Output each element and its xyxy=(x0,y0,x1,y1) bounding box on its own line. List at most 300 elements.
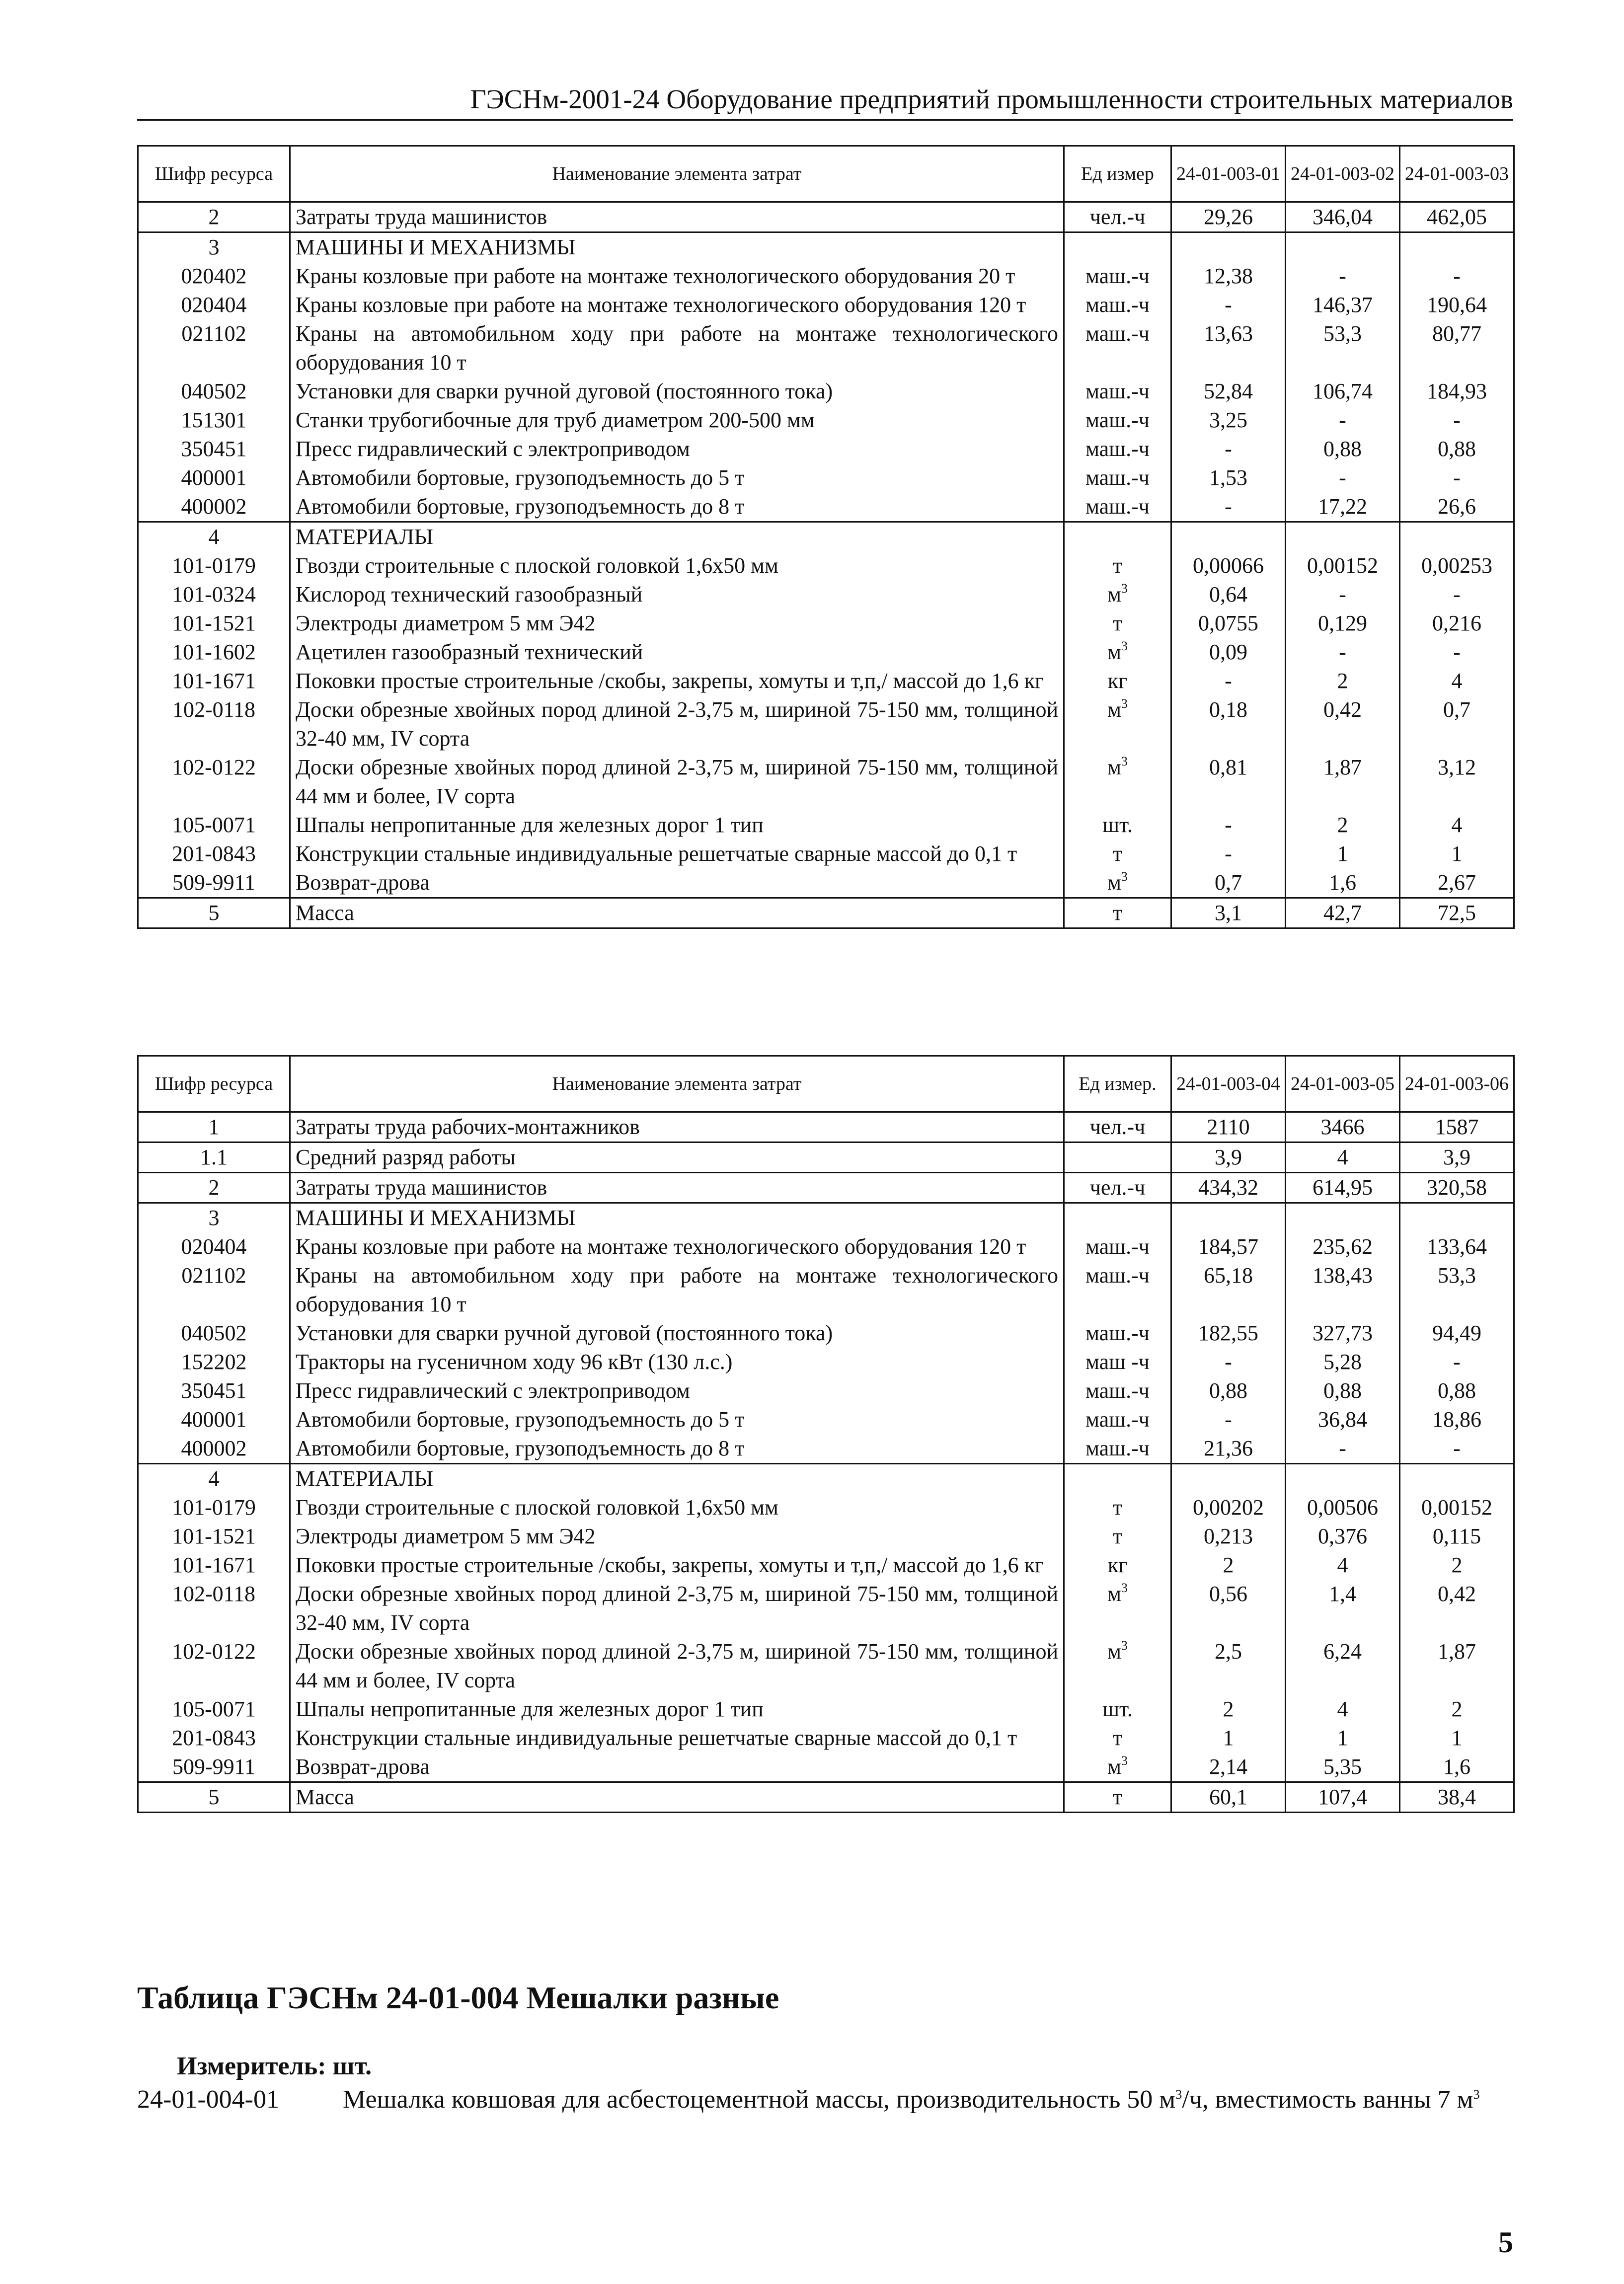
value-3-text: - xyxy=(1453,465,1461,490)
unit xyxy=(1064,1464,1171,1494)
value-2-text: 0,00506 xyxy=(1307,1495,1378,1520)
unit-text: м xyxy=(1107,697,1121,722)
value-3 xyxy=(1400,522,1514,552)
value-2 xyxy=(1286,667,1400,695)
value-1-text: 12,38 xyxy=(1204,264,1253,288)
unit xyxy=(1064,1203,1171,1233)
resource-code xyxy=(138,1782,290,1813)
value-3-text: - xyxy=(1453,1350,1461,1374)
resource-name xyxy=(290,1434,1064,1464)
value-3 xyxy=(1400,435,1514,463)
resource-name xyxy=(290,1142,1064,1173)
value-2 xyxy=(1286,262,1400,291)
value-2-text: 1,4 xyxy=(1329,1582,1356,1606)
desc-sup-2: 3 xyxy=(1473,2087,1480,2102)
value-1-text: 2 xyxy=(1223,1553,1234,1577)
resource-code-text: 102-0122 xyxy=(172,1639,256,1664)
resource-name-text: Средний разряд работы xyxy=(296,1145,516,1169)
value-3-text: - xyxy=(1453,264,1461,288)
value-3-text: - xyxy=(1453,582,1461,607)
resource-code xyxy=(138,202,290,232)
value-1 xyxy=(1171,1232,1286,1261)
value-3 xyxy=(1400,1112,1514,1142)
resource-code xyxy=(138,1434,290,1464)
unit xyxy=(1064,1173,1171,1203)
value-1-text: 0,18 xyxy=(1209,697,1247,722)
value-3 xyxy=(1400,609,1514,638)
value-3-text: 2 xyxy=(1451,1553,1463,1577)
unit-text: чел.-ч xyxy=(1089,1115,1146,1139)
unit xyxy=(1064,1522,1171,1551)
unit-text: м xyxy=(1107,1639,1121,1664)
resource-name xyxy=(290,551,1064,580)
value-2 xyxy=(1286,1173,1400,1203)
resource-name xyxy=(290,609,1064,638)
unit-text: кг xyxy=(1107,1553,1128,1577)
resource-code-text: 400002 xyxy=(181,494,247,519)
resource-code-text: 020402 xyxy=(181,264,247,288)
value-3 xyxy=(1400,580,1514,609)
unit xyxy=(1064,522,1171,552)
resource-name-text: Доски обрезные хвойных пород длиной 2-3,75 м, шириной 75-150 мм, толщиной 44 мм и более, IV сорта xyxy=(296,1639,1058,1692)
value-1-text: 2,5 xyxy=(1215,1639,1242,1664)
value-1 xyxy=(1171,492,1286,522)
unit-text: м xyxy=(1107,1582,1121,1606)
unit xyxy=(1064,695,1171,753)
value-2 xyxy=(1286,839,1400,868)
value-3 xyxy=(1400,1232,1514,1261)
unit-text: маш.-ч xyxy=(1085,1378,1150,1403)
unit xyxy=(1064,1782,1171,1813)
value-2-text: - xyxy=(1339,408,1346,432)
value-2 xyxy=(1286,1142,1400,1173)
resource-name-text: Тракторы на гусеничном ходу 96 кВт (130 л.с.) xyxy=(296,1350,733,1374)
value-1 xyxy=(1171,1203,1286,1233)
col-header-norm-4: 24-01-003-04 xyxy=(1171,1056,1286,1112)
value-2-text: 4 xyxy=(1337,1553,1348,1577)
value-2-text: 3466 xyxy=(1320,1115,1365,1139)
value-1-text: 65,18 xyxy=(1204,1263,1253,1288)
resource-code xyxy=(138,406,290,435)
value-1-text: - xyxy=(1225,813,1232,837)
value-3-text: 1,87 xyxy=(1438,1639,1476,1664)
unit xyxy=(1064,1752,1171,1782)
unit xyxy=(1064,609,1171,638)
table-row xyxy=(138,435,1514,463)
resource-code xyxy=(138,1142,290,1173)
resource-code-text: 101-1671 xyxy=(172,1553,256,1577)
resource-code-text: 4 xyxy=(208,525,220,549)
resource-name-text: Краны козловые при работе на монтаже технологического оборудования 120 т xyxy=(296,1234,1026,1259)
value-1-text: 0,64 xyxy=(1209,582,1247,607)
resource-name xyxy=(290,898,1064,928)
resource-name xyxy=(290,463,1064,492)
value-3-text: 4 xyxy=(1451,813,1463,837)
unit xyxy=(1064,492,1171,522)
resource-code xyxy=(138,377,290,406)
value-3 xyxy=(1400,1261,1514,1319)
col-header-norm-3: 24-01-003-03 xyxy=(1400,146,1514,202)
unit-text: м xyxy=(1107,1754,1121,1779)
value-3 xyxy=(1400,1695,1514,1724)
value-3 xyxy=(1400,291,1514,319)
resource-name xyxy=(290,202,1064,232)
col-header-norm-6: 24-01-003-06 xyxy=(1400,1056,1514,1112)
value-3 xyxy=(1400,1142,1514,1173)
value-1-text: - xyxy=(1225,293,1232,317)
resource-code-text: 5 xyxy=(208,901,220,925)
resource-code xyxy=(138,1464,290,1494)
resource-name-text: Затраты труда рабочих-монтажников xyxy=(296,1115,640,1139)
col-header-code: Шифр ресурса xyxy=(138,146,290,202)
table-row xyxy=(138,463,1514,492)
unit xyxy=(1064,753,1171,811)
unit-text: маш.-ч xyxy=(1085,408,1150,432)
norm-item-description xyxy=(343,2084,1513,2115)
value-1-text: 0,00066 xyxy=(1193,553,1264,578)
value-1 xyxy=(1171,1522,1286,1551)
unit xyxy=(1064,580,1171,609)
value-3 xyxy=(1400,1637,1514,1695)
resource-name-text: Шпалы непропитанные для железных дорог 1 тип xyxy=(296,813,764,837)
value-1 xyxy=(1171,435,1286,463)
value-2-text: 6,24 xyxy=(1323,1639,1362,1664)
resource-code xyxy=(138,463,290,492)
value-2-text: 5,35 xyxy=(1323,1754,1362,1779)
unit xyxy=(1064,638,1171,667)
resource-code-text: 509-9911 xyxy=(172,870,256,895)
resource-name xyxy=(290,1112,1064,1142)
unit xyxy=(1064,1405,1171,1434)
value-2 xyxy=(1286,1232,1400,1261)
value-2 xyxy=(1286,1637,1400,1695)
value-2 xyxy=(1286,492,1400,522)
resource-name-text: Поковки простые строительные /скобы, закрепы, хомуты и т,п,/ массой до 1,6 кг xyxy=(296,1553,1044,1577)
resource-name-text: МАШИНЫ И МЕХАНИЗМЫ xyxy=(296,1206,576,1230)
resource-name xyxy=(290,1580,1064,1637)
resource-code xyxy=(138,1551,290,1580)
resource-code-text: 509-9911 xyxy=(172,1754,256,1779)
unit xyxy=(1064,1724,1171,1752)
value-3 xyxy=(1400,667,1514,695)
resource-name xyxy=(290,1752,1064,1782)
resource-code-text: 2 xyxy=(208,1175,220,1200)
value-2-text: - xyxy=(1339,640,1346,664)
value-2 xyxy=(1286,522,1400,552)
value-3-text: 462,05 xyxy=(1427,205,1487,229)
value-2 xyxy=(1286,435,1400,463)
resource-code xyxy=(138,522,290,552)
resource-code-text: 2 xyxy=(208,205,220,229)
unit xyxy=(1064,262,1171,291)
resource-code-text: 400002 xyxy=(181,1436,247,1460)
resource-name-text: Доски обрезные хвойных пород длиной 2-3,75 м, шириной 75-150 мм, толщиной 32-40 мм, IV сорта xyxy=(296,697,1058,751)
value-1-text: 0,00202 xyxy=(1193,1495,1264,1520)
unit xyxy=(1064,868,1171,898)
value-3-text: - xyxy=(1453,408,1461,432)
value-2-text: 1,87 xyxy=(1323,755,1362,779)
value-2-text: 4 xyxy=(1337,1145,1348,1169)
value-1 xyxy=(1171,580,1286,609)
value-1-text: 60,1 xyxy=(1209,1785,1247,1809)
table-row xyxy=(138,898,1514,928)
value-1 xyxy=(1171,753,1286,811)
value-2-text: 36,84 xyxy=(1318,1407,1367,1432)
resource-name-text: Конструкции стальные индивидуальные решетчатые сварные массой до 0,1 т xyxy=(296,841,1017,866)
unit xyxy=(1064,667,1171,695)
resource-name xyxy=(290,1173,1064,1203)
resource-code xyxy=(138,868,290,898)
resource-code-text: 1 xyxy=(208,1115,220,1139)
resource-code-text: 021102 xyxy=(181,1263,246,1288)
col-header-unit: Ед измер. xyxy=(1064,1056,1171,1112)
resource-code xyxy=(138,753,290,811)
value-1 xyxy=(1171,811,1286,839)
col-header-norm-1: 24-01-003-01 xyxy=(1171,146,1286,202)
unit xyxy=(1064,1637,1171,1695)
value-3 xyxy=(1400,811,1514,839)
value-1 xyxy=(1171,1112,1286,1142)
resource-code-text: 021102 xyxy=(181,321,246,346)
value-1-text: 3,1 xyxy=(1215,901,1242,925)
value-3-text: 0,00152 xyxy=(1421,1495,1492,1520)
unit xyxy=(1064,1348,1171,1376)
value-2-text: 0,376 xyxy=(1318,1524,1367,1548)
table-row xyxy=(138,1522,1514,1551)
value-2 xyxy=(1286,638,1400,667)
table-row xyxy=(138,1464,1514,1494)
resource-name xyxy=(290,1348,1064,1376)
value-3 xyxy=(1400,1348,1514,1376)
value-1 xyxy=(1171,262,1286,291)
value-1-text: 0,7 xyxy=(1215,870,1242,895)
table-row xyxy=(138,262,1514,291)
resource-code-text: 201-0843 xyxy=(172,841,256,866)
value-1 xyxy=(1171,319,1286,377)
value-1 xyxy=(1171,232,1286,262)
resource-name xyxy=(290,1724,1064,1752)
value-1-text: - xyxy=(1225,1350,1232,1374)
resource-name-text: Доски обрезные хвойных пород длиной 2-3,75 м, шириной 75-150 мм, толщиной 44 мм и более, IV сорта xyxy=(296,755,1058,808)
value-3 xyxy=(1400,1724,1514,1752)
value-3 xyxy=(1400,695,1514,753)
value-2-text: 327,73 xyxy=(1313,1321,1373,1345)
col-header-norm-5: 24-01-003-05 xyxy=(1286,1056,1400,1112)
table-row xyxy=(138,1637,1514,1695)
resource-name-text: Автомобили бортовые, грузоподъемность до 5 т xyxy=(296,1407,745,1432)
value-3-text: 1 xyxy=(1451,841,1463,866)
resource-code xyxy=(138,1232,290,1261)
value-3-text: 184,93 xyxy=(1427,379,1487,403)
resource-name-text: Поковки простые строительные /скобы, закрепы, хомуты и т,п,/ массой до 1,6 кг xyxy=(296,669,1044,693)
resource-code-text: 151301 xyxy=(181,408,247,432)
value-1 xyxy=(1171,406,1286,435)
value-2 xyxy=(1286,811,1400,839)
resource-name-text: Краны козловые при работе на монтаже технологического оборудования 120 т xyxy=(296,293,1026,317)
value-3 xyxy=(1400,551,1514,580)
value-2 xyxy=(1286,1695,1400,1724)
value-3 xyxy=(1400,1752,1514,1782)
value-3-text: 2 xyxy=(1451,1697,1463,1721)
resource-name xyxy=(290,839,1064,868)
value-2 xyxy=(1286,1724,1400,1752)
value-2 xyxy=(1286,232,1400,262)
resource-code-text: 101-1671 xyxy=(172,669,256,693)
norm-item xyxy=(137,2084,1513,2115)
resource-name-text: Масса xyxy=(296,901,354,925)
col-header-norm-2: 24-01-003-02 xyxy=(1286,146,1400,202)
value-3-text: - xyxy=(1453,1436,1461,1460)
resource-code xyxy=(138,898,290,928)
table-row xyxy=(138,1695,1514,1724)
table-row xyxy=(138,1203,1514,1233)
value-3 xyxy=(1400,1203,1514,1233)
resource-name xyxy=(290,1376,1064,1405)
value-1 xyxy=(1171,609,1286,638)
resource-name-text: Краны на автомобильном ходу при работе на монтаже технологического оборудования 10 т xyxy=(296,321,1058,375)
value-1 xyxy=(1171,1348,1286,1376)
resource-name-text: Возврат-дрова xyxy=(296,870,430,895)
value-3-text: 4 xyxy=(1451,669,1463,693)
resource-name-text: Пресс гидравлический с электроприводом xyxy=(296,437,690,461)
resource-code xyxy=(138,667,290,695)
value-1-text: - xyxy=(1225,841,1232,866)
resource-name xyxy=(290,232,1064,262)
value-1-text: 2 xyxy=(1223,1697,1234,1721)
table-row xyxy=(138,1405,1514,1434)
value-1-text: 29,26 xyxy=(1204,205,1253,229)
unit-text: маш.-ч xyxy=(1085,264,1150,288)
resource-code xyxy=(138,1695,290,1724)
unit xyxy=(1064,202,1171,232)
value-3 xyxy=(1400,1376,1514,1405)
table-row xyxy=(138,492,1514,522)
resource-code-text: 102-0118 xyxy=(172,1582,256,1606)
value-1 xyxy=(1171,1782,1286,1813)
value-2 xyxy=(1286,1203,1400,1233)
unit xyxy=(1064,435,1171,463)
resource-code-text: 1.1 xyxy=(200,1145,228,1169)
resource-name-text: Краны козловые при работе на монтаже технологического оборудования 20 т xyxy=(296,264,1015,288)
value-2 xyxy=(1286,695,1400,753)
resource-name xyxy=(290,1261,1064,1319)
value-2 xyxy=(1286,319,1400,377)
resource-code-text: 5 xyxy=(208,1785,220,1809)
value-1-text: 0,09 xyxy=(1209,640,1247,664)
desc-sup-1: 3 xyxy=(1175,2087,1182,2102)
resource-code xyxy=(138,1203,290,1233)
resource-code-text: 102-0118 xyxy=(172,697,256,722)
table-row xyxy=(138,232,1514,262)
value-2 xyxy=(1286,202,1400,232)
running-header: ГЭСНм-2001-24 Оборудование предприятий промышленности строительных материалов xyxy=(470,84,1513,114)
unit-text: чел.-ч xyxy=(1089,1175,1146,1200)
value-2-text: 107,4 xyxy=(1318,1785,1367,1809)
value-1-text: 182,55 xyxy=(1198,1321,1258,1345)
resource-code xyxy=(138,291,290,319)
meter-value: шт. xyxy=(332,2052,372,2080)
value-3 xyxy=(1400,377,1514,406)
value-2-text: 146,37 xyxy=(1313,293,1373,317)
unit-text: м xyxy=(1107,870,1121,895)
value-3 xyxy=(1400,1405,1514,1434)
resource-name xyxy=(290,522,1064,552)
resource-name-text: Конструкции стальные индивидуальные решетчатые сварные массой до 0,1 т xyxy=(296,1726,1017,1750)
page-number: 5 xyxy=(1498,2226,1513,2259)
resource-name xyxy=(290,492,1064,522)
resource-name-text: Возврат-дрова xyxy=(296,1754,430,1779)
resource-name xyxy=(290,1493,1064,1522)
resource-code xyxy=(138,551,290,580)
resource-code-text: 102-0122 xyxy=(172,755,256,779)
table-row xyxy=(138,1580,1514,1637)
unit xyxy=(1064,551,1171,580)
unit-text: чел.-ч xyxy=(1089,205,1146,229)
value-1 xyxy=(1171,202,1286,232)
value-2 xyxy=(1286,291,1400,319)
resource-name-text: Электроды диаметром 5 мм Э42 xyxy=(296,1524,596,1548)
resource-name xyxy=(290,667,1064,695)
resource-code-text: 400001 xyxy=(181,1407,247,1432)
resource-code xyxy=(138,262,290,291)
value-1 xyxy=(1171,1493,1286,1522)
value-2-text: 0,129 xyxy=(1318,611,1367,635)
value-3 xyxy=(1400,1493,1514,1522)
value-1-text: 1 xyxy=(1223,1726,1234,1750)
resource-code xyxy=(138,638,290,667)
unit-text: т xyxy=(1112,611,1123,635)
value-1 xyxy=(1171,522,1286,552)
value-3 xyxy=(1400,898,1514,928)
value-2 xyxy=(1286,1348,1400,1376)
unit-text: маш.-ч xyxy=(1085,465,1150,490)
value-3-text: 72,5 xyxy=(1438,901,1476,925)
value-1 xyxy=(1171,638,1286,667)
table-header-row xyxy=(138,146,1514,202)
value-1-text: 0,213 xyxy=(1204,1524,1253,1548)
value-1-text: 1,53 xyxy=(1209,465,1247,490)
table-row xyxy=(138,291,1514,319)
table-row xyxy=(138,1319,1514,1348)
table-row xyxy=(138,1434,1514,1464)
value-1 xyxy=(1171,1580,1286,1637)
value-3 xyxy=(1400,1551,1514,1580)
resource-name xyxy=(290,1637,1064,1695)
table-row xyxy=(138,1724,1514,1752)
unit-text: маш.-ч xyxy=(1085,437,1150,461)
unit xyxy=(1064,1695,1171,1724)
unit xyxy=(1064,406,1171,435)
unit-text: маш.-ч xyxy=(1085,1263,1150,1288)
value-1-text: - xyxy=(1225,494,1232,519)
resource-name-text: Автомобили бортовые, грузоподъемность до 5 т xyxy=(296,465,745,490)
value-3-text: 0,88 xyxy=(1438,437,1476,461)
value-1 xyxy=(1171,1261,1286,1319)
resource-name xyxy=(290,753,1064,811)
resource-code-text: 101-0179 xyxy=(172,553,256,578)
resource-name-text: Доски обрезные хвойных пород длиной 2-3,75 м, шириной 75-150 мм, толщиной 32-40 мм, IV сорта xyxy=(296,1582,1058,1635)
value-1-text: 434,32 xyxy=(1198,1175,1258,1200)
resource-name-text: Пресс гидравлический с электроприводом xyxy=(296,1378,690,1403)
resource-name xyxy=(290,435,1064,463)
table-row xyxy=(138,551,1514,580)
value-1 xyxy=(1171,839,1286,868)
value-2 xyxy=(1286,1580,1400,1637)
unit-text: кг xyxy=(1107,669,1128,693)
value-1 xyxy=(1171,463,1286,492)
unit-text: шт. xyxy=(1102,1697,1133,1721)
value-1 xyxy=(1171,377,1286,406)
